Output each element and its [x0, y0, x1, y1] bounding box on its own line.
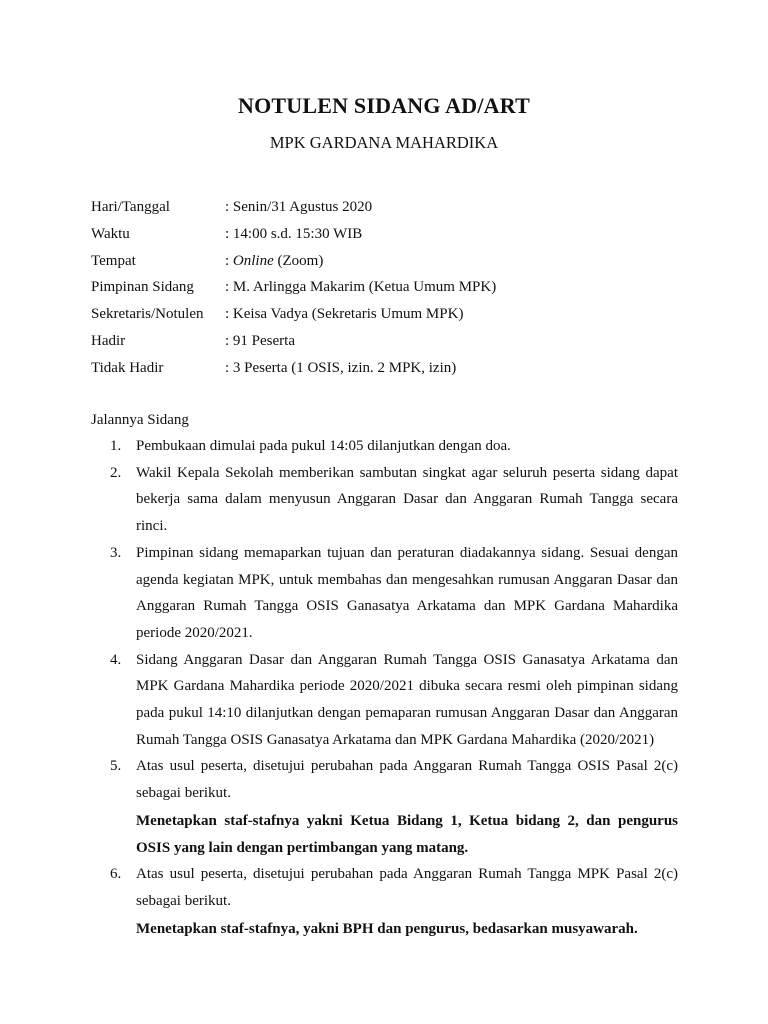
info-value: : 91 Peserta	[225, 332, 295, 349]
info-label: Hari/Tanggal	[91, 199, 170, 215]
info-value: : M. Arlingga Makarim (Ketua Umum MPK)	[225, 279, 497, 296]
info-row-date	[91, 194, 691, 221]
item-number: 6.	[110, 866, 122, 883]
info-label: Tidak Hadir	[91, 359, 164, 376]
info-row-secretary	[91, 301, 691, 328]
list-item	[91, 861, 678, 942]
info-row-present	[91, 328, 691, 355]
info-row-place	[91, 248, 691, 275]
info-value: : Keisa Vadya (Sekretaris Umum MPK)	[225, 306, 464, 323]
info-row-time	[91, 221, 691, 248]
item-number: 2.	[110, 464, 122, 481]
info-label: Sekretaris/Notulen	[91, 306, 204, 323]
item-text: Sidang Anggaran Dasar dan Anggaran Rumah Tangga OSIS Ganasatya Arkatama dan MPK Gardana Mahardika periode 2020/2021 dibuka secara resmi oleh pimpinan sidang pada pukul 14:10 dilanjutkan dengan pemaparan rumusan Anggaran Dasar dan Anggaran Rumah Tangga OSIS Ganasatya Arkatama dan MPK Gardana Mahardika (2020/2021)	[136, 651, 678, 748]
info-label: Waktu	[91, 225, 130, 242]
info-value-rest: (Zoom)	[273, 252, 324, 269]
list-item	[91, 753, 678, 861]
document-title: NOTULEN SIDANG AD/ART	[238, 93, 530, 118]
section-title: Jalannya Sidang	[91, 412, 189, 428]
document-subtitle: MPK GARDANA MAHARDIKA	[269, 133, 499, 152]
info-value	[225, 248, 323, 275]
info-row-absent	[91, 355, 691, 382]
item-text: Pembukaan dimulai pada pukul 14:05 dilanjutkan dengan doa.	[136, 438, 511, 454]
list-item	[91, 540, 678, 647]
item-resolution: Menetapkan staf-stafnya yakni Ketua Bidang 1, Ketua bidang 2, dan pengurus OSIS yang lain dengan pertimbangan yang matang.	[136, 812, 678, 856]
item-text: Atas usul peserta, disetujui perubahan pada Anggaran Rumah Tangga MPK Pasal 2(c) sebagai berikut.	[136, 866, 678, 909]
item-text: Wakil Kepala Sekolah memberikan sambutan singkat agar seluruh peserta sidang dapat bekerja sama dalam menyusun Anggaran Dasar dan Anggaran Rumah Tangga secara rinci.	[136, 464, 678, 535]
meeting-info	[91, 194, 691, 382]
proceedings-list	[91, 433, 678, 942]
list-item	[91, 647, 678, 754]
info-value: : Senin/31 Agustus 2020	[225, 199, 373, 215]
item-text: Atas usul peserta, disetujui perubahan pada Anggaran Rumah Tangga OSIS Pasal 2(c) sebagai berikut.	[136, 758, 678, 802]
info-value-italic: Online	[232, 252, 274, 269]
item-text: Pimpinan sidang memaparkan tujuan dan peraturan diadakannya sidang. Sesuai dengan agenda kegiatan MPK, untuk membahas dan mengesahkan rumusan Anggaran Dasar dan Anggaran Rumah Tangga OSIS Ganasatya Arkatama dan MPK Gardana Mahardika periode 2020/2021.	[136, 544, 678, 641]
info-label: Pimpinan Sidang	[91, 279, 194, 296]
item-number: 1.	[110, 438, 122, 454]
item-number: 5.	[110, 758, 122, 775]
item-number: 3.	[110, 544, 122, 561]
info-value-prefix: :	[225, 252, 233, 269]
list-item	[91, 460, 678, 540]
info-value: : 14:00 s.d. 15:30 WIB	[225, 225, 363, 242]
info-label: Hadir	[91, 332, 126, 349]
info-label: Tempat	[91, 252, 136, 269]
item-number: 4.	[110, 651, 122, 668]
item-resolution: Menetapkan staf-stafnya, yakni BPH dan pengurus, bedasarkan musyawarah.	[136, 920, 638, 937]
info-row-chair	[91, 274, 691, 301]
list-item	[91, 433, 678, 460]
info-value: : 3 Peserta (1 OSIS, izin. 2 MPK, izin)	[225, 359, 457, 376]
